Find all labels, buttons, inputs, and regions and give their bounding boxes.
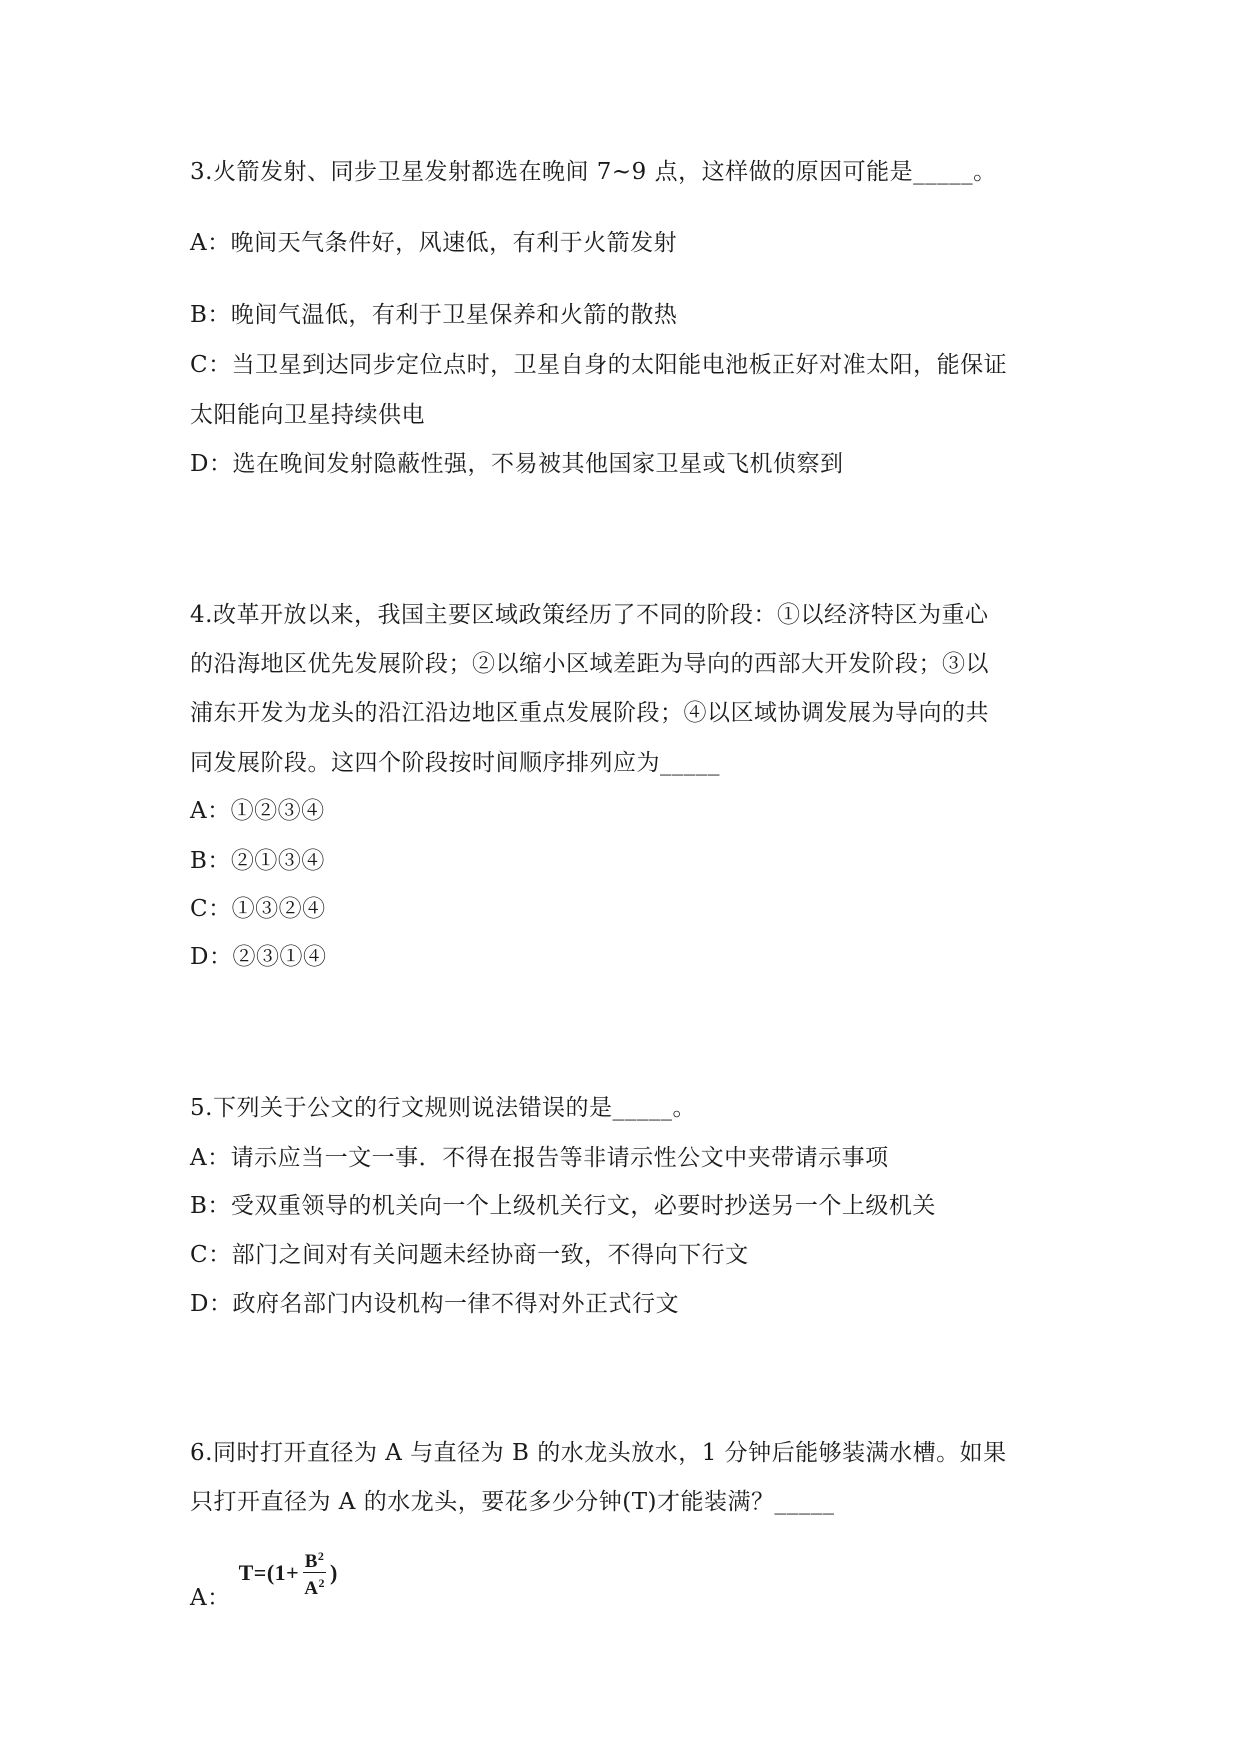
formula-suffix: ) — [329, 1559, 338, 1585]
formula-denominator: $A^2$ — [304, 1576, 325, 1599]
question-3-option-a: A：晚间天气条件好，风速低，有利于火箭发射 — [190, 230, 678, 256]
formula-prefix: T=(1+ — [238, 1559, 300, 1585]
question-4-option-a: A：①②③④ — [190, 798, 325, 824]
formula-numerator: $B^2$ — [303, 1546, 327, 1573]
question-5-option-a: A：请示应当一文一事．不得在报告等非请示性公文中夹带请示事项 — [190, 1145, 889, 1171]
question-4-stem-line-2: 的沿海地区优先发展阶段；②以缩小区域差距为导向的西部大开发阶段；③以 — [190, 651, 989, 677]
question-4-stem-line-3: 浦东开发为龙头的沿江沿边地区重点发展阶段；④以区域协调发展为导向的共 — [190, 700, 989, 726]
question-6-option-a-formula — [239, 1546, 338, 1599]
question-6-option-a — [190, 1549, 1060, 1613]
question-6-stem-line-2: 只打开直径为 A 的水龙头，要花多少分钟(T)才能装满？_____ — [190, 1489, 835, 1515]
question-3-stem: 3.火箭发射、同步卫星发射都选在晚间 7~9 点，这样做的原因可能是_____。 — [190, 159, 997, 185]
question-6-option-a-label: A： — [190, 1585, 231, 1611]
formula-denominator-exponent: 2 — [318, 1576, 325, 1590]
question-4-stem-line-4: 同发展阶段。这四个阶段按时间顺序排列应为_____ — [190, 750, 720, 776]
question-3-option-c: C：当卫星到达同步定位点时，卫星自身的太阳能电池板正好对准太阳，能保证 — [190, 352, 1008, 378]
question-4-option-c: C：①③②④ — [190, 896, 326, 922]
question-5-stem: 5.下列关于公文的行文规则说法错误的是_____。 — [190, 1095, 696, 1121]
question-5-option-c: C：部门之间对有关问题未经协商一致，不得向下行文 — [190, 1242, 749, 1268]
question-5-option-b: B：受双重领导的机关向一个上级机关行文，必要时抄送另一个上级机关 — [190, 1193, 936, 1219]
formula-fraction — [302, 1546, 327, 1599]
formula-numerator-exponent: 2 — [317, 1549, 325, 1563]
question-6-stem-line-1: 6.同时打开直径为 A 与直径为 B 的水龙头放水，1 分钟后能够装满水槽。如果 — [190, 1440, 1007, 1466]
question-3-option-d: D：选在晚间发射隐蔽性强，不易被其他国家卫星或飞机侦察到 — [190, 451, 844, 477]
question-4-option-d: D：②③①④ — [190, 944, 327, 970]
question-4-option-b: B：②①③④ — [190, 848, 325, 874]
question-3-option-c-cont: 太阳能向卫星持续供电 — [190, 402, 425, 428]
question-4-stem-line-1: 4.改革开放以来，我国主要区域政策经历了不同的阶段：①以经济特区为重心 — [190, 602, 989, 628]
question-5-option-d: D：政府名部门内设机构一律不得对外正式行文 — [190, 1291, 679, 1317]
question-3-option-b: B：晚间气温低，有利于卫星保养和火箭的散热 — [190, 302, 678, 328]
